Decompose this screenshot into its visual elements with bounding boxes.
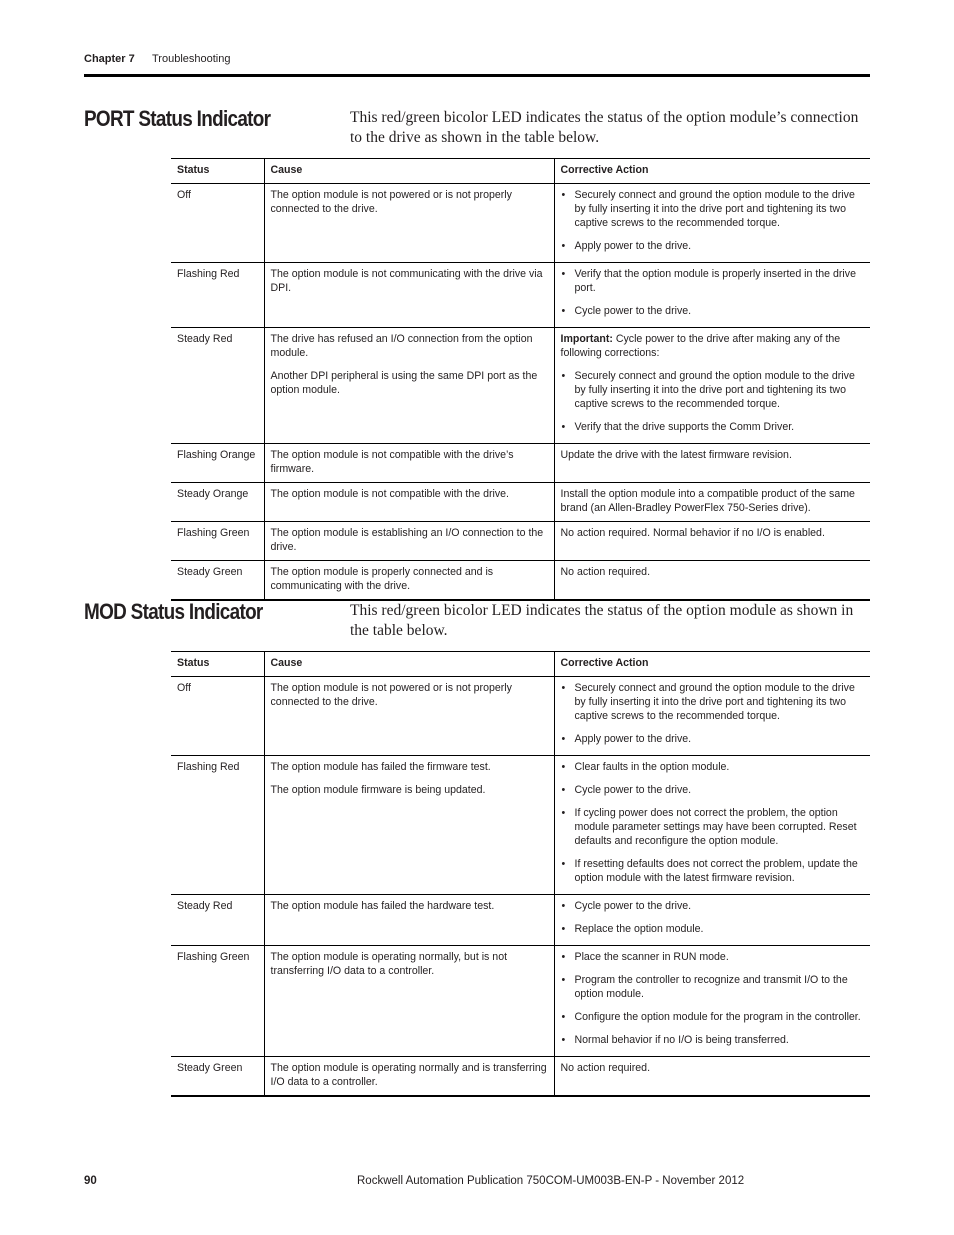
action-item: • Normal behavior if no I/O is being transferred.: [575, 1033, 865, 1047]
page-number: 90: [84, 1175, 97, 1187]
corrective-action-cell: [554, 444, 870, 483]
chapter-label: Chapter 7: [84, 53, 135, 65]
action-item: • Cycle power to the drive.: [575, 783, 865, 797]
status-cell: Steady Red: [171, 328, 264, 444]
corrective-action-cell: [554, 946, 870, 1057]
status-cell: Flashing Orange: [171, 444, 264, 483]
cause-cell: [264, 263, 554, 328]
corrective-action-text: No action required.: [560, 566, 651, 578]
status-cell: Off: [171, 184, 264, 263]
action-item: • Configure the option module for the program in the controller.: [575, 1010, 865, 1024]
action-list: [561, 267, 865, 318]
action-item: • Cycle power to the drive.: [575, 304, 865, 318]
column-header: Corrective Action: [554, 159, 870, 184]
cause-cell: [264, 444, 554, 483]
important-note: [561, 332, 865, 360]
cause-text: The option module is not powered or is not properly connected to the drive.: [270, 189, 512, 215]
table-row: [171, 328, 870, 444]
action-item: • Program the controller to recognize and transmit I/O to the option module.: [575, 973, 865, 1001]
port-intro: This red/green bicolor LED indicates the status of the option module’s connection to the drive as shown in the table below.: [350, 109, 859, 146]
column-header: Cause: [264, 159, 554, 184]
action-list: [561, 950, 865, 1047]
action-list: [561, 899, 865, 936]
status-cell: Steady Red: [171, 895, 264, 946]
important-text: Cycle power to the drive after making any of the following corrections:: [560, 333, 841, 359]
corrective-action-cell: [554, 184, 870, 263]
important-label: Important:: [560, 333, 613, 345]
corrective-action-cell: [554, 561, 870, 601]
action-list: [561, 760, 865, 885]
cause-cell: [264, 946, 554, 1057]
corrective-action-cell: [554, 1057, 870, 1097]
column-header: Corrective Action: [554, 652, 870, 677]
cause-text: Another DPI peripheral is using the same DPI port as the option module.: [270, 370, 538, 396]
publication-info: Rockwell Automation Publication 750COM-UM003B-EN-P - November 2012: [357, 1175, 745, 1187]
corrective-action-text: No action required. Normal behavior if no I/O is enabled.: [560, 527, 825, 539]
corrective-action-cell: [554, 756, 870, 895]
action-item: • Replace the option module.: [575, 922, 865, 936]
corrective-action-cell: [554, 522, 870, 561]
cause-text: The option module is establishing an I/O connection to the drive.: [270, 527, 544, 553]
table-row: [171, 263, 870, 328]
cause-text: The option module is properly connected and is communicating with the drive.: [270, 566, 494, 592]
action-item: • If cycling power does not correct the problem, the option module parameter settings may have been corrupted. Reset defaults and reconfigure the option module.: [575, 806, 865, 848]
table-row: [171, 444, 870, 483]
cause-cell: [264, 561, 554, 601]
action-list: [561, 681, 865, 746]
action-item: • Apply power to the drive.: [575, 732, 865, 746]
status-cell: Steady Orange: [171, 483, 264, 522]
cause-cell: [264, 1057, 554, 1097]
corrective-action-cell: [554, 263, 870, 328]
mod-status-table: [171, 651, 870, 1097]
status-cell: Flashing Green: [171, 522, 264, 561]
status-cell: Steady Green: [171, 561, 264, 601]
status-cell: Steady Green: [171, 1057, 264, 1097]
table-row: [171, 677, 870, 756]
table-row: [171, 483, 870, 522]
cause-cell: [264, 522, 554, 561]
action-item: • If resetting defaults does not correct the problem, update the option module with the latest firmware revision.: [575, 857, 865, 885]
corrective-action-cell: [554, 895, 870, 946]
cause-cell: [264, 756, 554, 895]
cause-cell: [264, 184, 554, 263]
mod-intro: This red/green bicolor LED indicates the status of the option module as shown in the table below.: [350, 602, 854, 639]
corrective-action-text: Install the option module into a compatible product of the same brand (an Allen-Bradley PowerFlex 750-Series drive).: [560, 488, 855, 514]
cause-text: The option module is operating normally and is transferring I/O data to a controller.: [270, 1062, 547, 1088]
table-header-row: [171, 652, 870, 677]
action-list: [561, 188, 865, 253]
action-item: • Verify that the drive supports the Comm Driver.: [575, 420, 865, 434]
table-row: [171, 561, 870, 601]
action-item: • Cycle power to the drive.: [575, 899, 865, 913]
cause-cell: [264, 483, 554, 522]
table-row: [171, 895, 870, 946]
action-item: • Apply power to the drive.: [575, 239, 865, 253]
table-row: [171, 756, 870, 895]
status-cell: Off: [171, 677, 264, 756]
column-header: Status: [171, 652, 264, 677]
cause-text: The option module is not compatible with the drive’s firmware.: [270, 449, 514, 475]
corrective-action-text: No action required.: [560, 1062, 651, 1074]
status-cell: Flashing Red: [171, 756, 264, 895]
running-header: [84, 53, 870, 65]
action-item: • Clear faults in the option module.: [575, 760, 865, 774]
section-label: Troubleshooting: [152, 53, 231, 65]
cause-text: The option module is not powered or is not properly connected to the drive.: [270, 682, 512, 708]
cause-cell: [264, 895, 554, 946]
action-item: • Securely connect and ground the option module to the drive by fully inserting it into the drive port and tightening its two captive screws to the recommended torque.: [575, 369, 865, 411]
action-list: [561, 369, 865, 434]
table-row: [171, 522, 870, 561]
cause-cell: [264, 677, 554, 756]
port-status-table: [171, 158, 870, 601]
action-item: • Securely connect and ground the option module to the drive by fully inserting it into the drive port and tightening its two captive screws to the recommended torque.: [575, 681, 865, 723]
corrective-action-cell: [554, 677, 870, 756]
table-row: [171, 184, 870, 263]
cause-text: The option module has failed the hardware test.: [270, 900, 495, 912]
status-cell: Flashing Green: [171, 946, 264, 1057]
cause-text: The option module is operating normally, but is not transferring I/O data to a controller.: [270, 951, 508, 977]
corrective-action-cell: [554, 483, 870, 522]
cause-text: The option module is not communicating with the drive via DPI.: [270, 268, 543, 294]
cause-cell: [264, 328, 554, 444]
port-section-title: PORT Status Indicator: [84, 106, 271, 131]
table-header-row: [171, 159, 870, 184]
table-row: [171, 1057, 870, 1097]
table-row: [171, 946, 870, 1057]
corrective-action-text: Update the drive with the latest firmware revision.: [560, 449, 792, 461]
action-item: • Place the scanner in RUN mode.: [575, 950, 865, 964]
cause-text: The drive has refused an I/O connection from the option module.: [270, 333, 533, 359]
column-header: Status: [171, 159, 264, 184]
corrective-action-cell: [554, 328, 870, 444]
action-item: • Securely connect and ground the option module to the drive by fully inserting it into the drive port and tightening its two captive screws to the recommended torque.: [575, 188, 865, 230]
status-cell: Flashing Red: [171, 263, 264, 328]
mod-section-title: MOD Status Indicator: [84, 599, 263, 624]
cause-text: The option module firmware is being updated.: [270, 784, 486, 796]
header-rule: [84, 74, 870, 77]
action-item: • Verify that the option module is properly inserted in the drive port.: [575, 267, 865, 295]
column-header: Cause: [264, 652, 554, 677]
cause-text: The option module has failed the firmware test.: [270, 761, 491, 773]
cause-text: The option module is not compatible with the drive.: [270, 488, 509, 500]
